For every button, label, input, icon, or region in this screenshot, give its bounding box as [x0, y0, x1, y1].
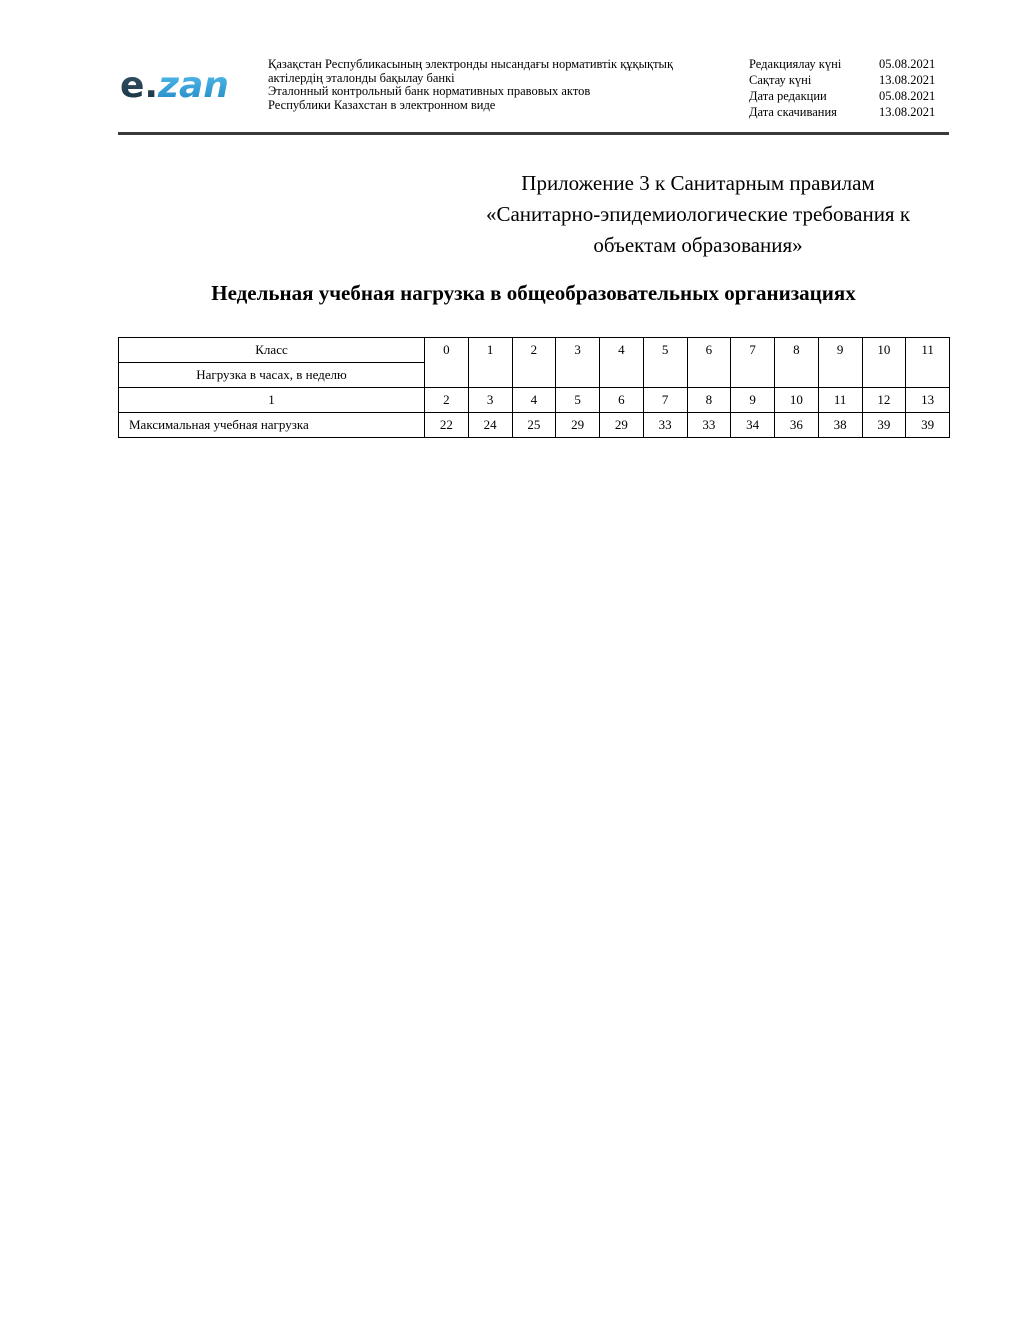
header-line: Республики Казахстан в электронном виде: [268, 97, 496, 112]
header-dates: [749, 56, 949, 120]
header-line: актілердің эталонды бақылау банкі: [268, 70, 455, 85]
appendix-line: объектам образования»: [593, 233, 803, 257]
class-cell: 7: [731, 338, 775, 388]
ezan-logo: [120, 64, 238, 104]
class-cell: 0: [425, 338, 469, 388]
svg-text:e.: e.: [120, 65, 159, 104]
numbering-cell: 6: [600, 388, 644, 413]
numbering-cell: 8: [687, 388, 731, 413]
svg-text:zan: zan: [158, 65, 229, 104]
numbering-cell: 11: [818, 388, 862, 413]
class-cell: 6: [687, 338, 731, 388]
max-load-cell: 33: [687, 413, 731, 438]
table-row-numbering: [119, 388, 950, 413]
appendix-line: Приложение 3 к Санитарным правилам: [521, 171, 875, 195]
max-load-cell: 33: [643, 413, 687, 438]
meta-row: [749, 88, 949, 104]
class-cell: 3: [556, 338, 600, 388]
class-cell: 5: [643, 338, 687, 388]
max-load-label-cell: Максимальная учебная нагрузка: [119, 413, 425, 438]
max-load-cell: 39: [906, 413, 950, 438]
class-cell: 4: [600, 338, 644, 388]
numbering-cell: 13: [906, 388, 950, 413]
table-row-class: [119, 338, 950, 363]
appendix-reference: [448, 168, 948, 261]
appendix-line: «Санитарно-эпидемиологические требования к: [485, 202, 911, 226]
weekly-load-table: [118, 337, 950, 438]
numbering-cell: 7: [643, 388, 687, 413]
class-label-cell: Класс: [119, 338, 425, 363]
numbering-cell: 1: [119, 388, 425, 413]
max-load-cell: 29: [600, 413, 644, 438]
document-header: [118, 56, 949, 132]
meta-row: [749, 56, 949, 72]
class-cell: 8: [775, 338, 819, 388]
meta-label: Сақтау күні: [749, 73, 812, 87]
class-cell: 1: [468, 338, 512, 388]
numbering-cell: 9: [731, 388, 775, 413]
class-cell: 10: [862, 338, 906, 388]
class-cell: 2: [512, 338, 556, 388]
meta-value: 05.08.2021: [879, 89, 936, 103]
table-row-max-load: [119, 413, 950, 438]
meta-row: [749, 104, 949, 120]
meta-label: Дата редакции: [749, 89, 827, 103]
class-cell: 9: [818, 338, 862, 388]
numbering-cell: 2: [425, 388, 469, 413]
header-line: Эталонный контрольный банк нормативных правовых актов: [268, 84, 591, 99]
meta-value: 13.08.2021: [879, 105, 936, 119]
header-line: Қазақстан Республикасының электронды нысандағы нормативтік құқықтық: [268, 57, 674, 71]
max-load-cell: 36: [775, 413, 819, 438]
max-load-cell: 38: [818, 413, 862, 438]
meta-label: Редакциялау күні: [749, 57, 842, 71]
max-load-cell: 24: [468, 413, 512, 438]
max-load-cell: 34: [731, 413, 775, 438]
meta-value: 13.08.2021: [879, 73, 936, 87]
meta-value: 05.08.2021: [879, 57, 936, 71]
header-bank-description: [268, 58, 738, 112]
meta-row: [749, 72, 949, 88]
numbering-cell: 3: [468, 388, 512, 413]
numbering-cell: 12: [862, 388, 906, 413]
document-title: Недельная учебная нагрузка в общеобразовательных организациях: [211, 281, 856, 305]
numbering-cell: 5: [556, 388, 600, 413]
header-divider: [118, 132, 949, 135]
numbering-cell: 10: [775, 388, 819, 413]
meta-label: Дата скачивания: [749, 105, 837, 119]
class-cell: 11: [906, 338, 950, 388]
max-load-cell: 39: [862, 413, 906, 438]
numbering-cell: 4: [512, 388, 556, 413]
max-load-cell: 29: [556, 413, 600, 438]
max-load-cell: 25: [512, 413, 556, 438]
hours-label-cell: Нагрузка в часах, в неделю: [119, 363, 425, 388]
max-load-cell: 22: [425, 413, 469, 438]
